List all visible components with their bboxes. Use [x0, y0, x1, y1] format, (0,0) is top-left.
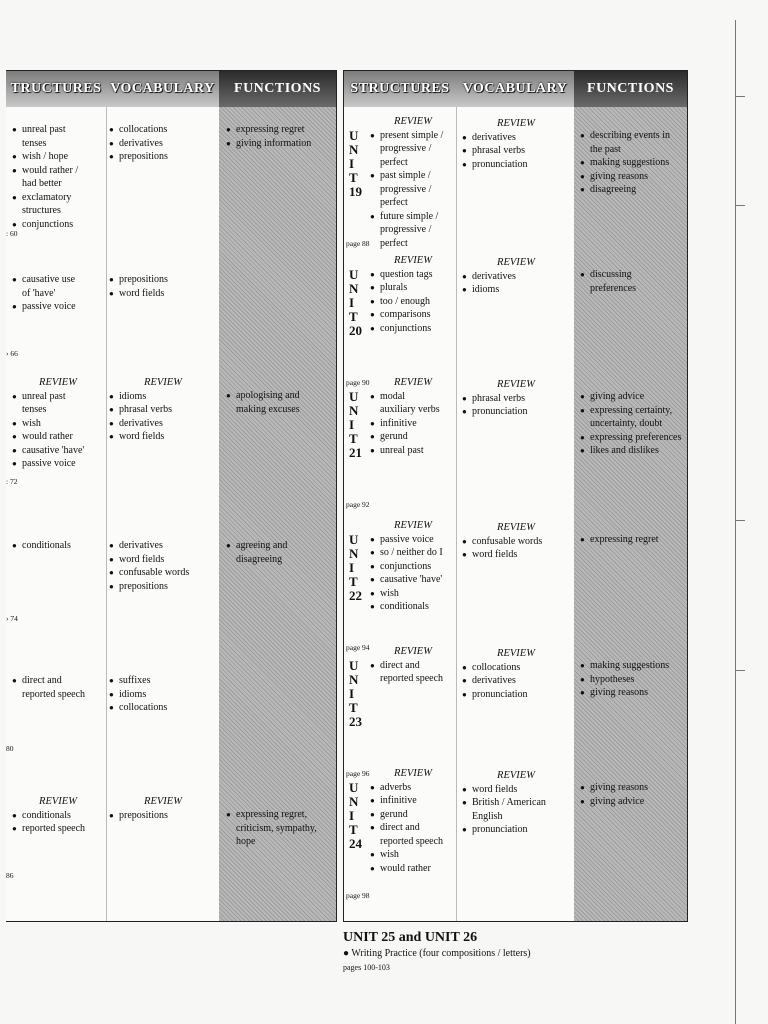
- review-label: REVIEW: [497, 118, 535, 129]
- unit-letter: N: [349, 281, 359, 296]
- unit-letter: U: [349, 128, 359, 143]
- unit-label: [349, 268, 369, 338]
- vocabulary-list: [462, 270, 570, 297]
- unit-letter: U: [349, 532, 359, 547]
- vocabulary-cell: [462, 378, 570, 419]
- structures-cell: [12, 795, 104, 836]
- list-item: ● direct and: [370, 659, 456, 673]
- structures-cell: [12, 123, 104, 231]
- list-item: tenses: [22, 137, 47, 149]
- list-item: ● future simple /: [370, 210, 456, 224]
- review-label: REVIEW: [394, 377, 432, 388]
- list-item: ● expressing regret,: [226, 808, 334, 822]
- list-item: ● wish: [12, 417, 104, 431]
- list-item: ● giving reasons: [580, 170, 684, 184]
- list-item: reported speech: [22, 688, 86, 700]
- functions-list: [226, 123, 334, 150]
- structures-list: [12, 539, 104, 553]
- unit-letter: T: [349, 431, 358, 446]
- list-item: ● gerund: [370, 430, 456, 444]
- list-item: ● derivatives: [109, 539, 217, 553]
- list-item: ● British / American: [462, 796, 570, 810]
- vocabulary-list: [109, 123, 217, 164]
- list-item: ● adverbs: [370, 781, 456, 795]
- list-item: ● expressing certainty,: [580, 404, 684, 418]
- list-item: ● idioms: [462, 283, 570, 297]
- header-functions: FUNCTIONS: [219, 71, 336, 107]
- vocabulary-cell: [462, 117, 570, 171]
- margin-tick: [735, 205, 745, 206]
- functions-cell: [226, 808, 334, 849]
- review-label: REVIEW: [144, 377, 182, 388]
- list-item: ● derivatives: [109, 137, 217, 151]
- list-item: ● unreal past: [12, 123, 104, 137]
- list-item: progressive /: [380, 143, 432, 154]
- footer-pages: pages 100-103: [343, 963, 390, 972]
- structures-cell: [12, 539, 104, 553]
- structures-cell: [370, 519, 456, 614]
- functions-cell: [580, 533, 684, 547]
- unit-label: [349, 129, 369, 199]
- list-item: perfect: [380, 237, 408, 249]
- unit-letter: U: [349, 267, 359, 282]
- list-item: English: [472, 810, 503, 822]
- vocabulary-list: [109, 674, 217, 715]
- unit-letter: N: [349, 546, 359, 561]
- list-item: ● conditionals: [12, 809, 104, 823]
- functions-list: [580, 533, 684, 547]
- vocabulary-cell: [462, 647, 570, 701]
- list-item: ● prepositions: [109, 580, 217, 594]
- footer-title: UNIT 25 and UNIT 26: [343, 930, 478, 945]
- list-item: ● direct and: [370, 821, 456, 835]
- review-label: REVIEW: [394, 116, 432, 127]
- unit-letter: I: [349, 686, 355, 701]
- vocabulary-list: [109, 273, 217, 300]
- list-item: ● giving reasons: [580, 781, 684, 795]
- list-item: ● pronunciation: [462, 823, 570, 837]
- list-item: criticism, sympathy,: [236, 822, 317, 834]
- list-item: preferences: [590, 282, 637, 294]
- list-item: ● unreal past: [370, 444, 456, 458]
- unit-label: [349, 533, 369, 603]
- unit-letter: N: [349, 142, 359, 157]
- list-item: disagreeing: [236, 553, 283, 565]
- page-ref: 86: [6, 871, 14, 880]
- vocabulary-list: [109, 390, 217, 444]
- unit-number: 24: [349, 836, 362, 851]
- list-item: ● giving reasons: [580, 686, 684, 700]
- list-item: ● exclamatory: [12, 191, 104, 205]
- list-item: ● direct and: [12, 674, 104, 688]
- list-item: ● modal: [370, 390, 456, 404]
- functions-cell: [580, 659, 684, 700]
- functions-cell: [226, 123, 334, 150]
- vocabulary-cell: [462, 256, 570, 297]
- functions-cell: [580, 781, 684, 808]
- list-item: auxiliary verbs: [380, 404, 440, 415]
- list-item: ● wish / hope: [12, 150, 104, 164]
- unit-label: [349, 659, 369, 729]
- list-item: ● prepositions: [109, 273, 217, 287]
- vocabulary-list: [462, 661, 570, 702]
- list-item: ● derivatives: [462, 270, 570, 284]
- list-item: ● collocations: [109, 701, 217, 715]
- structures-cell: [12, 376, 104, 471]
- functions-cell: [226, 389, 334, 416]
- list-item: ● prepositions: [109, 809, 217, 823]
- list-item: ● derivatives: [109, 417, 217, 431]
- list-item: ● phrasal verbs: [109, 403, 217, 417]
- vocabulary-list: [462, 535, 570, 562]
- list-item: reported speech: [380, 673, 444, 684]
- list-item: ● pronunciation: [462, 405, 570, 419]
- structures-list: [12, 390, 104, 471]
- list-item: ● giving advice: [580, 390, 684, 404]
- list-item: ● confusable words: [462, 535, 570, 549]
- list-item: uncertainty, doubt: [590, 418, 663, 429]
- unit-letter: U: [349, 658, 359, 673]
- unit-number: 21: [349, 445, 362, 460]
- functions-list: [226, 808, 334, 849]
- unit-letter: N: [349, 672, 359, 687]
- list-item: ● question tags: [370, 268, 456, 282]
- list-item: ● giving advice: [580, 795, 684, 809]
- list-item: ● plurals: [370, 281, 456, 295]
- vocabulary-cell: [109, 674, 217, 715]
- list-item: ● word fields: [462, 783, 570, 797]
- list-item: ● conjunctions: [370, 560, 456, 574]
- list-item: ● word fields: [109, 553, 217, 567]
- list-item: ● expressing preferences: [580, 431, 684, 445]
- structures-list: [370, 129, 456, 251]
- list-item: ● so / neither do I: [370, 546, 456, 560]
- vocabulary-cell: [109, 273, 217, 300]
- unit-number: 22: [349, 588, 362, 603]
- structures-list: [12, 674, 104, 701]
- list-item: hope: [236, 836, 256, 847]
- vocabulary-list: [462, 131, 570, 172]
- list-item: ● agreeing and: [226, 539, 334, 553]
- structures-list: [12, 123, 104, 231]
- header-vocabulary: VOCABULARY: [106, 71, 220, 107]
- list-item: ● wish: [370, 848, 456, 862]
- list-item: ● derivatives: [462, 131, 570, 145]
- footer: [343, 930, 531, 972]
- unit-letter: N: [349, 794, 359, 809]
- review-label: REVIEW: [394, 768, 432, 779]
- unit-letter: U: [349, 780, 359, 795]
- list-item: ● giving information: [226, 137, 334, 151]
- list-item: ● idioms: [109, 390, 217, 404]
- unit-letter: I: [349, 808, 355, 823]
- column-divider: [106, 107, 107, 921]
- functions-list: [580, 129, 684, 197]
- list-item: ● word fields: [109, 430, 217, 444]
- functions-cell: [580, 268, 684, 295]
- structures-cell: [370, 376, 456, 457]
- list-item: ● derivatives: [462, 674, 570, 688]
- list-item: ● word fields: [462, 548, 570, 562]
- functions-cell: [226, 539, 334, 566]
- list-item: reported speech: [380, 835, 444, 847]
- page-ref: page 90: [346, 378, 370, 387]
- column-divider: [456, 107, 457, 921]
- list-item: ● making suggestions: [580, 156, 684, 170]
- list-item: ● would rather /: [12, 164, 104, 178]
- functions-cell: [580, 390, 684, 458]
- functions-list: [580, 268, 684, 295]
- structures-list: [370, 659, 456, 686]
- list-item: ● confusable words: [109, 566, 217, 580]
- functions-column-shading: [219, 107, 336, 921]
- unit-letter: I: [349, 417, 355, 432]
- structures-list: [370, 268, 456, 336]
- functions-list: [580, 390, 684, 458]
- list-item: ● discussing: [580, 268, 684, 282]
- unit-letter: N: [349, 403, 359, 418]
- vocabulary-cell: [109, 539, 217, 593]
- list-item: ● collocations: [109, 123, 217, 137]
- list-item: ● describing events in: [580, 129, 684, 143]
- header-vocabulary: VOCABULARY: [456, 71, 575, 107]
- right-table: [343, 70, 688, 922]
- list-item: ● would rather: [12, 430, 104, 444]
- left-table: [6, 70, 337, 922]
- list-item: ● passive voice: [370, 533, 456, 547]
- functions-list: [580, 659, 684, 700]
- list-item: ● gerund: [370, 808, 456, 822]
- margin-tick: [735, 520, 745, 521]
- review-label: REVIEW: [497, 522, 535, 533]
- list-item: ● infinitive: [370, 794, 456, 808]
- structures-cell: [12, 273, 104, 314]
- vocabulary-list: [462, 392, 570, 419]
- list-item: ● present simple /: [370, 129, 456, 143]
- list-item: perfect: [380, 156, 408, 168]
- page-edge-line: [735, 20, 736, 1024]
- list-item: ● conditionals: [370, 600, 456, 614]
- structures-list: [370, 390, 456, 458]
- unit-label: [349, 781, 369, 851]
- list-item: ● too / enough: [370, 295, 456, 309]
- unit-number: 20: [349, 323, 362, 338]
- header-functions: FUNCTIONS: [574, 71, 687, 107]
- list-item: ● infinitive: [370, 417, 456, 431]
- structures-cell: [370, 645, 456, 686]
- review-label: REVIEW: [39, 796, 77, 807]
- structures-cell: [370, 115, 456, 250]
- list-item: ● reported speech: [12, 822, 104, 836]
- vocabulary-cell: [109, 795, 217, 822]
- list-item: ● prepositions: [109, 150, 217, 164]
- unit-letter: I: [349, 156, 355, 171]
- header-structures: TRUCTURES: [6, 71, 107, 107]
- structures-list: [12, 273, 104, 314]
- vocabulary-cell: [109, 123, 217, 164]
- list-item: ● phrasal verbs: [462, 144, 570, 158]
- review-label: REVIEW: [394, 646, 432, 657]
- list-item: ● expressing regret: [580, 533, 684, 547]
- unit-number: 19: [349, 184, 362, 199]
- unit-letter: T: [349, 822, 358, 837]
- footer-line: ● Writing Practice (four compositions / letters): [343, 948, 531, 959]
- list-item: ● expressing regret: [226, 123, 334, 137]
- footer-line-text: Writing Practice (four compositions / letters): [351, 948, 531, 959]
- review-label: REVIEW: [394, 255, 432, 266]
- page-ref: : 60: [6, 229, 18, 238]
- page-ref: page 96: [346, 769, 370, 778]
- list-item: of 'have': [22, 287, 56, 299]
- page-ref: 80: [6, 744, 14, 753]
- page-ref: page 88: [346, 239, 370, 248]
- page-ref: › 66: [6, 349, 18, 358]
- vocabulary-list: [462, 783, 570, 837]
- list-item: ● phrasal verbs: [462, 392, 570, 406]
- page-ref: page 92: [346, 500, 370, 509]
- review-label: REVIEW: [39, 377, 77, 388]
- vocabulary-cell: [109, 376, 217, 444]
- list-item: ● unreal past: [12, 390, 104, 404]
- structures-cell: [370, 254, 456, 335]
- list-item: ● causative 'have': [370, 573, 456, 587]
- list-item: ● passive voice: [12, 300, 104, 314]
- functions-list: [226, 539, 334, 566]
- list-item: the past: [590, 143, 621, 155]
- unit-letter: T: [349, 309, 358, 324]
- list-item: ● past simple /: [370, 169, 456, 183]
- structures-list: [12, 809, 104, 836]
- list-item: ● pronunciation: [462, 158, 570, 172]
- review-label: REVIEW: [144, 796, 182, 807]
- list-item: tenses: [22, 404, 47, 415]
- list-item: ● causative use: [12, 273, 104, 287]
- list-item: ● wish: [370, 587, 456, 601]
- unit-number: 23: [349, 714, 362, 729]
- vocabulary-cell: [462, 769, 570, 837]
- margin-tick: [735, 96, 745, 97]
- unit-label: [349, 390, 369, 460]
- vocabulary-list: [109, 539, 217, 593]
- list-item: had better: [22, 178, 62, 189]
- unit-letter: I: [349, 295, 355, 310]
- list-item: ● conjunctions: [12, 218, 104, 232]
- list-item: ● making suggestions: [580, 659, 684, 673]
- functions-list: [226, 389, 334, 416]
- list-item: ● word fields: [109, 287, 217, 301]
- list-item: progressive /: [380, 183, 432, 195]
- list-item: ● passive voice: [12, 457, 104, 471]
- review-label: REVIEW: [497, 648, 535, 659]
- unit-letter: T: [349, 700, 358, 715]
- unit-letter: U: [349, 389, 359, 404]
- structures-cell: [12, 674, 104, 701]
- list-item: ● hypotheses: [580, 673, 684, 687]
- list-item: ● causative 'have': [12, 444, 104, 458]
- vocabulary-cell: [462, 521, 570, 562]
- page-ref: page 98: [346, 891, 370, 900]
- functions-cell: [580, 129, 684, 197]
- review-label: REVIEW: [497, 257, 535, 268]
- margin-tick: [735, 670, 745, 671]
- list-item: ● suffixes: [109, 674, 217, 688]
- list-item: making excuses: [236, 403, 300, 415]
- unit-letter: T: [349, 574, 358, 589]
- list-item: ● comparisons: [370, 308, 456, 322]
- functions-list: [580, 781, 684, 808]
- list-item: progressive /: [380, 224, 432, 235]
- structures-list: [370, 781, 456, 876]
- list-item: ● conjunctions: [370, 322, 456, 336]
- list-item: ● idioms: [109, 688, 217, 702]
- page-ref: › 74: [6, 614, 18, 623]
- list-item: ● pronunciation: [462, 688, 570, 702]
- review-label: REVIEW: [497, 379, 535, 390]
- review-label: REVIEW: [394, 520, 432, 531]
- page-ref: : 72: [6, 477, 18, 486]
- unit-letter: I: [349, 560, 355, 575]
- vocabulary-list: [109, 809, 217, 823]
- list-item: perfect: [380, 197, 408, 208]
- list-item: ● collocations: [462, 661, 570, 675]
- list-item: ● apologising and: [226, 389, 334, 403]
- list-item: ● likes and dislikes: [580, 444, 684, 458]
- header-structures: STRUCTURES: [344, 71, 457, 107]
- structures-list: [370, 533, 456, 614]
- page-ref: page 94: [346, 643, 370, 652]
- list-item: ● disagreeing: [580, 183, 684, 197]
- list-item: ● conditionals: [12, 539, 104, 553]
- unit-letter: T: [349, 170, 358, 185]
- list-item: ● would rather: [370, 862, 456, 876]
- review-label: REVIEW: [497, 770, 535, 781]
- list-item: structures: [22, 205, 61, 216]
- structures-cell: [370, 767, 456, 875]
